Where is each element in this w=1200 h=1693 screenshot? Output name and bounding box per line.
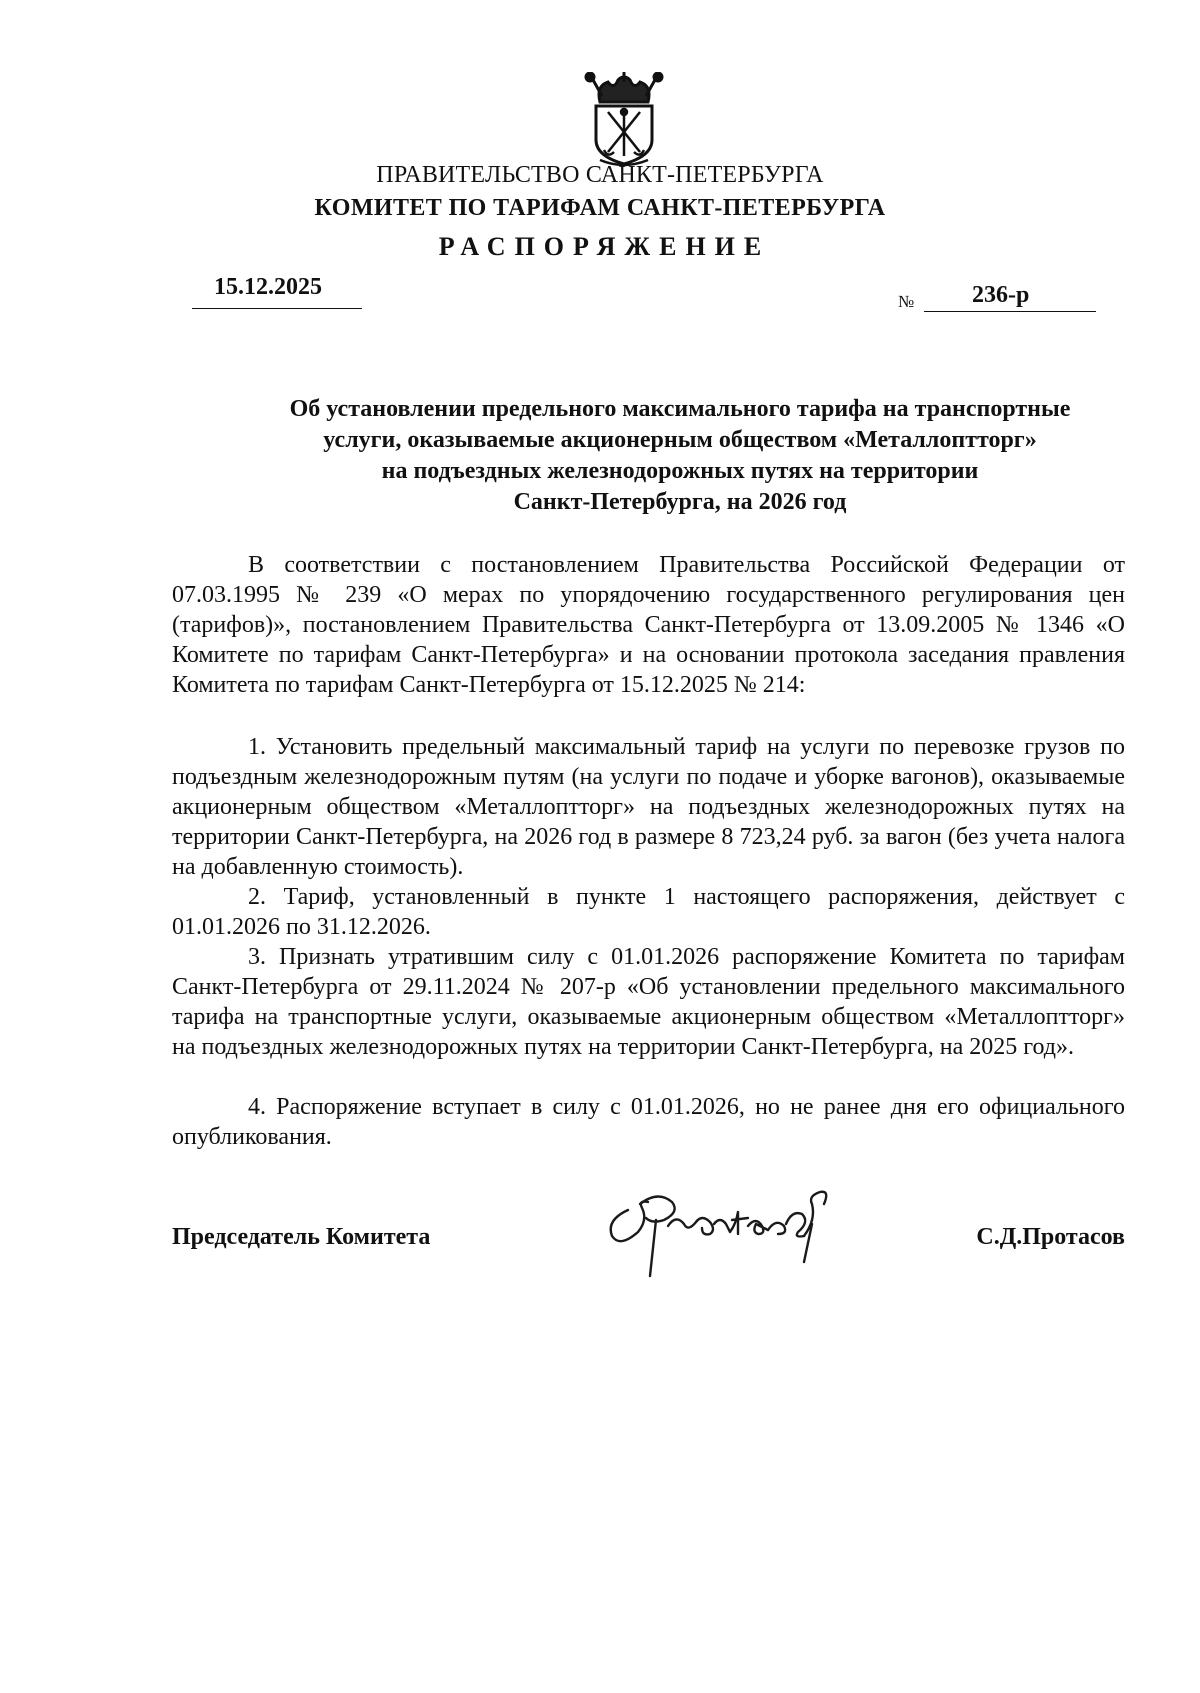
saint-petersburg-coat-of-arms-icon (578, 72, 670, 168)
clause-1: 1. Установить предельный максимальный тариф на услуги по перевозке грузов по подъездным железнодорожным путям (на услуги по подаче и уборке вагонов), оказываемые акционерным обществом «Металлоптторг» на подъездных железнодорожных путях на территории Санкт-Петербурга, на 2026 год в размере 8 723,24 руб. за вагон (без учета налога на добавленную стоимость). (172, 734, 1125, 880)
heading-line: услуги, оказываемые акционерным обществом «Металлоптторг» (323, 427, 1037, 453)
document-type-title: РАСПОРЯЖЕНИЕ (438, 232, 771, 261)
handwritten-signature-icon (598, 1180, 868, 1280)
document-heading (230, 394, 1130, 518)
government-title: ПРАВИТЕЛЬСТВО САНКТ-ПЕТЕРБУРГА (376, 162, 824, 188)
heading-line: Санкт-Петербурга, на 2026 год (513, 489, 847, 515)
clause-4: 4. Распоряжение вступает в силу с 01.01.2026, но не ранее дня его официального опубликования. (172, 1094, 1125, 1150)
clause-2: 2. Тариф, установленный в пункте 1 настоящего распоряжения, действует с 01.01.2026 по 31.12.2026. (172, 884, 1125, 940)
order-number-field (898, 278, 1098, 314)
heading-line: на подъездных железнодорожных путях на территории (381, 458, 979, 484)
order-date-field (192, 272, 362, 308)
signatory-name: С.Д.Протасов (976, 1224, 1125, 1250)
order-number: 236-р (972, 282, 1030, 308)
date-underline (192, 308, 362, 309)
heading-line: Об установлении предельного максимального тарифа на транспортные (289, 396, 1071, 422)
order-number-label: № (898, 292, 915, 311)
signatory-role: Председатель Комитета (172, 1224, 431, 1250)
clause-3: 3. Признать утратившим силу с 01.01.2026 распоряжение Комитета по тарифам Санкт-Петербурга от 29.11.2024 № 207-р «Об установлении предельного максимального тарифа на транспортные услуги, оказываемые акционерным обществом «Металлоптторг» на подъездных железнодорожных путях на территории Санкт-Петербурга, на 2025 год». (172, 944, 1125, 1060)
order-date: 15.12.2025 (214, 274, 322, 300)
number-underline (924, 311, 1096, 312)
preamble-paragraph: В соответствии с постановлением Правительства Российской Федерации от 07.03.1995 № 239 «О мерах по упорядочению государственного регулирования цен (тарифов)», постановлением Правительства Санкт-Петербурга от 13.09.2005 № 1346 «О Комитете по тарифам Санкт-Петербурга» и на основании протокола заседания правления Комитета по тарифам Санкт-Петербурга от 15.12.2025 № 214: (172, 552, 1125, 698)
committee-title: КОМИТЕТ ПО ТАРИФАМ САНКТ-ПЕТЕРБУРГА (314, 195, 886, 221)
